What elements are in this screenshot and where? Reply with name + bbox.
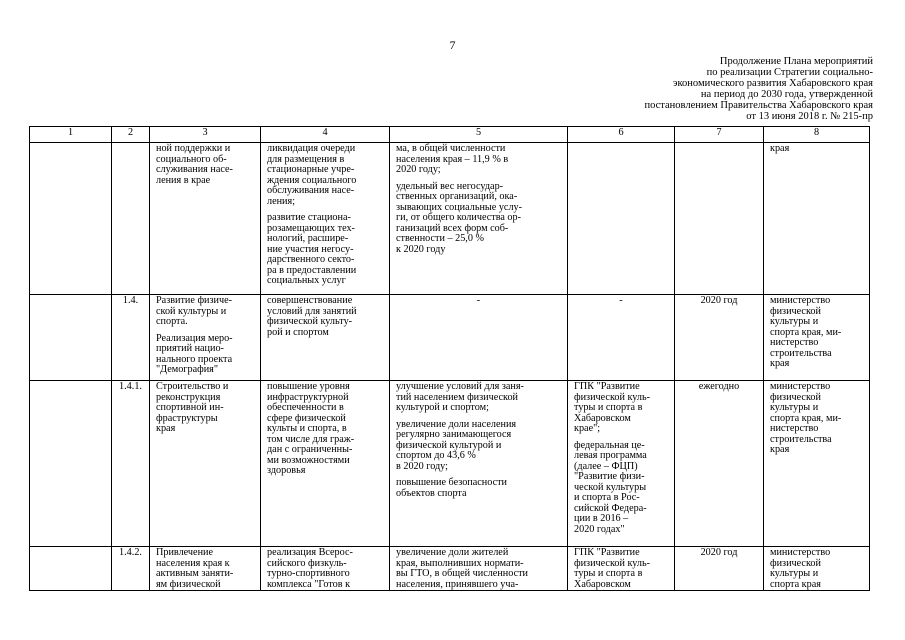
cell-col1 bbox=[30, 143, 112, 295]
table-row bbox=[30, 381, 870, 547]
cell-paragraph: ной поддержки и социального об- служивания насе- ления в крае bbox=[156, 143, 233, 186]
header-line: от 13 июня 2018 г. № 215-пр bbox=[746, 111, 873, 122]
cell-paragraph: министерство физической культуры и спорта края, ми- нистерство строительства края bbox=[770, 295, 842, 369]
cell-paragraph: ма, в общей численности населения края – 11,9 % в 2020 году; bbox=[396, 143, 509, 175]
cell-paragraph: министерство физической культуры и спорта края bbox=[770, 547, 831, 590]
cell-paragraph: повышение уровня инфраструктурной обеспеченности в сфере физической культы и спорта, в том числе для граж- дан с ограниченны- ми возможностями здоровья bbox=[267, 381, 355, 476]
cell-result bbox=[390, 143, 568, 295]
cell-paragraph: федеральная це- левая программа (далее – ФЦП) "Развитие физи- ческой культуры и спорта в Рос- сийской Федера- ции в 2016 – 2020 годах" bbox=[574, 439, 647, 535]
cell-paragraph: Развитие физиче- ской культуры и спорта. bbox=[156, 295, 233, 327]
cell-program bbox=[568, 143, 675, 295]
cell-activity bbox=[150, 381, 261, 547]
column-header: 8 bbox=[764, 127, 870, 143]
table-row bbox=[30, 143, 870, 295]
cell-deadline bbox=[675, 143, 764, 295]
cell-paragraph: развитие стациона- розамещающих тех- нологий, расшире- ние участия негосу- дарственного секто- ра в предоставлении социальных услуг bbox=[267, 212, 357, 286]
header-line: на период до 2030 года, утвержденной bbox=[700, 89, 873, 100]
cell-paragraph: реализация Всерос- сийского физкуль- турно-спортивного комплекса "Готов к bbox=[267, 547, 353, 590]
cell-activity bbox=[150, 547, 261, 591]
column-header: 3 bbox=[150, 127, 261, 143]
cell-goal bbox=[261, 143, 390, 295]
header-line: постановлением Правительства Хабаровского края bbox=[644, 100, 873, 111]
cell-deadline: 2020 год bbox=[675, 547, 764, 591]
cell-paragraph: совершенствование условий для занятий физической культу- рой и спортом bbox=[267, 295, 357, 338]
cell-paragraph: Строительство и реконструкция спортивной ин- фраструктуры края bbox=[156, 381, 229, 434]
header-line: Продолжение Плана мероприятий bbox=[719, 56, 873, 67]
column-header: 7 bbox=[675, 127, 764, 143]
cell-activity bbox=[150, 295, 261, 381]
cell-paragraph: Привлечение населения края к активным заняти- ям физической bbox=[156, 547, 234, 590]
cell-program bbox=[568, 547, 675, 591]
cell-paragraph: увеличение доли жителей края, выполнивших нормати- вы ГТО, в общей численности населения, принявшего уча- bbox=[396, 547, 529, 590]
cell-number: 1.4.2. bbox=[112, 547, 150, 591]
cell-col1 bbox=[30, 547, 112, 591]
cell-goal bbox=[261, 547, 390, 591]
column-header: 1 bbox=[30, 127, 112, 143]
cell-number: 1.4.1. bbox=[112, 381, 150, 547]
cell-program bbox=[568, 381, 675, 547]
cell-paragraph: ГПК "Развитие физической куль- туры и спорта в Хабаровском крае"; bbox=[574, 381, 651, 434]
cell-col1 bbox=[30, 295, 112, 381]
cell-paragraph: повышение безопасности объектов спорта bbox=[396, 477, 508, 499]
cell-number: 1.4. bbox=[112, 295, 150, 381]
header-line: по реализации Стратегии социально- bbox=[706, 67, 873, 78]
cell-program bbox=[568, 295, 675, 381]
table-row bbox=[30, 295, 870, 381]
cell-paragraph: - bbox=[619, 295, 623, 306]
cell-paragraph: ликвидация очереди для размещения в стационарные учре- ждения социального обслуживания насе- ления; bbox=[267, 143, 357, 207]
cell-goal bbox=[261, 381, 390, 547]
plan-table bbox=[29, 126, 870, 591]
cell-result bbox=[390, 295, 568, 381]
column-header: 2 bbox=[112, 127, 150, 143]
column-number-row bbox=[30, 127, 870, 143]
cell-col1 bbox=[30, 381, 112, 547]
cell-paragraph: - bbox=[476, 295, 481, 306]
cell-deadline: ежегодно bbox=[675, 381, 764, 547]
table-row bbox=[30, 547, 870, 591]
cell-paragraph: ГПК "Развитие физической куль- туры и спорта в Хабаровском bbox=[574, 547, 651, 590]
column-header: 5 bbox=[390, 127, 568, 143]
page-number: 7 bbox=[449, 38, 456, 52]
column-header: 4 bbox=[261, 127, 390, 143]
cell-paragraph: Реализация меро- приятий нацио- нального проекта "Демография" bbox=[156, 332, 233, 375]
cell-paragraph: улучшение условий для заня- тий населением физической культурой и спортом; bbox=[396, 381, 524, 413]
cell-activity bbox=[150, 143, 261, 295]
cell-responsible bbox=[764, 381, 870, 547]
cell-responsible bbox=[764, 547, 870, 591]
cell-result bbox=[390, 381, 568, 547]
cell-paragraph: министерство физической культуры и спорта края, ми- нистерство строительства края bbox=[770, 381, 842, 455]
cell-responsible bbox=[764, 143, 870, 295]
cell-deadline: 2020 год bbox=[675, 295, 764, 381]
cell-number bbox=[112, 143, 150, 295]
document-header bbox=[573, 56, 873, 122]
cell-paragraph: удельный вес негосудар- ственных организаций, ока- зывающих социальные услу- ги, от общего количества ор- ганизаций всех форм соб- ственности – 25,0 % к 2020 году bbox=[396, 180, 523, 255]
cell-goal bbox=[261, 295, 390, 381]
cell-result bbox=[390, 547, 568, 591]
column-header: 6 bbox=[568, 127, 675, 143]
cell-paragraph: увеличение доли населения регулярно занимающегося физической культурой и спортом до 43,6 % в 2020 году; bbox=[396, 418, 517, 472]
cell-responsible bbox=[764, 295, 870, 381]
cell-paragraph: края bbox=[770, 143, 790, 154]
header-line: экономического развития Хабаровского края bbox=[672, 78, 873, 89]
